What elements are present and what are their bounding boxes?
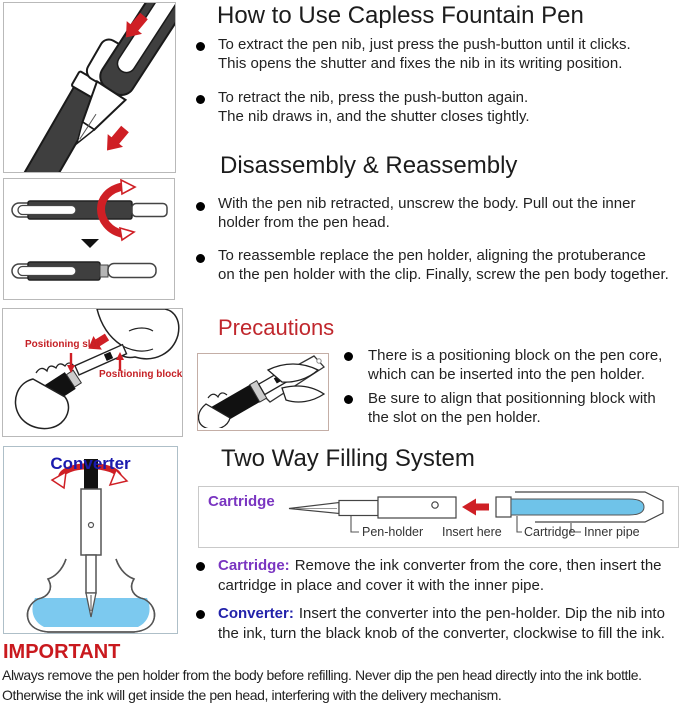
- converter-bottle-illustration: [4, 447, 177, 633]
- converter-instruction-bullet: [218, 604, 665, 644]
- bullet-dot: [344, 395, 353, 404]
- bullet-dot: [196, 254, 205, 263]
- instruction-line: The nib draws in, and the shutter closes tightly.: [218, 107, 530, 125]
- positioning-slot-label: Positioning slot: [25, 339, 100, 350]
- instruction-line: which can be inserted into the pen holder.: [368, 365, 645, 383]
- instruction-bullet: [218, 195, 635, 232]
- precaution-hands-illustration: [198, 354, 326, 428]
- label-pen-holder: Pen-holder: [362, 525, 424, 539]
- bullet-dot: [196, 42, 205, 51]
- step-arrow-icon: [81, 239, 99, 248]
- cartridge-instruction-bullet: [218, 556, 662, 596]
- instruction-line: With the pen nib retracted, unscrew the body. Pull out the inner: [218, 195, 636, 212]
- instruction-line: cartridge in place and cover it with the inner pipe.: [218, 577, 545, 594]
- converter-illustration-box: [3, 446, 178, 634]
- label-cartridge: Cartridge: [524, 525, 576, 539]
- instruction-line: There is a positioning block on the pen core,: [368, 347, 663, 364]
- converter-lead-label: Converter:: [218, 605, 294, 622]
- cartridge-diagram-box: [198, 486, 679, 548]
- section-title-two-way-filling: Two Way Filling System: [221, 445, 475, 472]
- label-insert-here: Insert here: [442, 525, 502, 539]
- instruction-line: To reassemble replace the pen holder, aligning the protuberance: [218, 247, 646, 264]
- instruction-bullet: [368, 390, 656, 427]
- section-title-how-to-use: How to Use Capless Fountain Pen: [217, 2, 584, 29]
- bullet-dot: [196, 202, 205, 211]
- bullet-dot: [196, 95, 205, 104]
- precaution-illustration-box: [197, 353, 329, 431]
- bullet-dot: [196, 562, 205, 571]
- instruction-line: Insert the converter into the pen-holder. Dip the nib into: [298, 605, 665, 622]
- instruction-line: on the pen holder with the clip. Finally, screw the pen body together.: [218, 265, 669, 283]
- instruction-bullet: [368, 347, 662, 384]
- push-button-pen-illustration: [4, 3, 175, 172]
- cartridge-lead-label: Cartridge:: [218, 557, 290, 574]
- push-button-illustration-box: [3, 2, 176, 173]
- positioning-illustration-box: [2, 308, 183, 437]
- instruction-line: the slot on the pen holder.: [368, 408, 541, 426]
- section-title-precautions: Precautions: [218, 315, 335, 340]
- instruction-bullet: [218, 89, 530, 126]
- insert-arrow-icon: [462, 499, 489, 516]
- instruction-line: holder from the pen head.: [218, 213, 390, 231]
- instruction-line: Remove the ink converter from the core, then insert the: [294, 557, 662, 574]
- converter-illustration-title: Converter: [50, 454, 131, 473]
- cartridge-diagram-heading: Cartridge: [208, 493, 275, 510]
- important-title: IMPORTANT: [3, 641, 121, 663]
- instruction-line: To extract the pen nib, just press the push-button until it clicks.: [218, 36, 631, 53]
- label-inner-pipe: Inner pipe: [584, 525, 640, 539]
- unscrew-illustration-box: [3, 178, 175, 300]
- positioning-block-label: Positioning block: [99, 369, 183, 380]
- section-title-disassembly: Disassembly & Reassembly: [220, 152, 518, 179]
- instruction-line: This opens the shutter and fixes the nib in its writing position.: [218, 54, 623, 72]
- important-line: Otherwise the ink will get inside the pen head, interfering with the delivery mechanism.: [2, 687, 502, 703]
- bullet-dot: [196, 610, 205, 619]
- instruction-bullet: [218, 36, 631, 73]
- instruction-bullet: [218, 247, 669, 284]
- instruction-line: Be sure to align that positionning block with: [368, 390, 656, 407]
- unscrew-pen-illustration: [4, 179, 174, 299]
- instruction-line: To retract the nib, press the push-button again.: [218, 89, 529, 106]
- instruction-line: the ink, turn the black knob of the converter, clockwise to fill the ink.: [218, 625, 665, 642]
- important-line: Always remove the pen holder from the body before refilling. Never dip the pen head directly into the ink bottle.: [2, 667, 642, 683]
- cartridge-body: [511, 499, 644, 515]
- bullet-dot: [344, 352, 353, 361]
